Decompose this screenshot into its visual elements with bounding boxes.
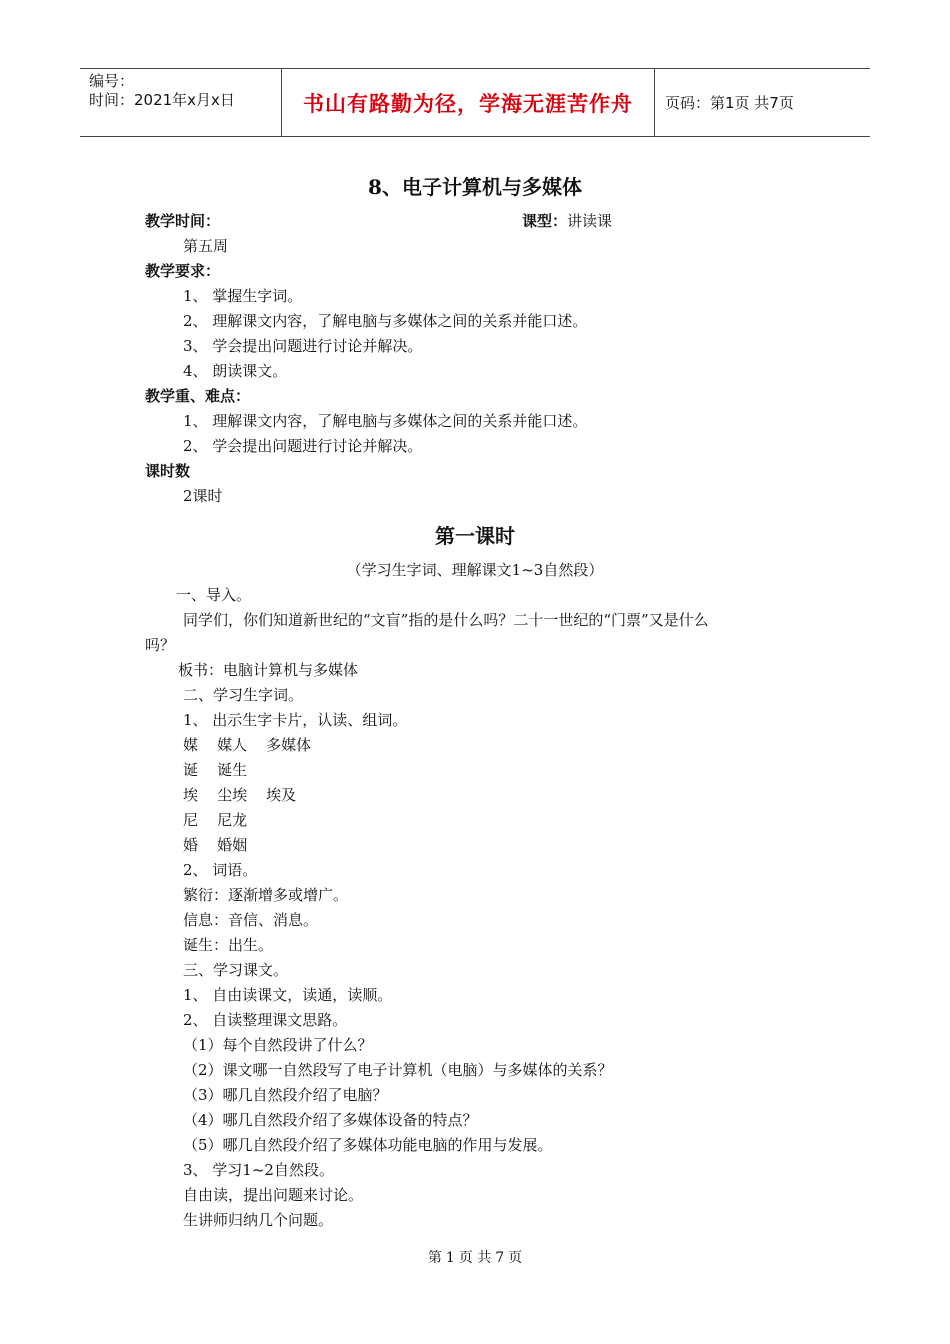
lesson-line: 婚 婚姻 bbox=[183, 836, 248, 854]
lesson-line: 自由读，提出问题来讨论。 bbox=[183, 1186, 364, 1204]
footer-suffix: 页 bbox=[508, 1250, 523, 1266]
lesson-line: （4）哪几自然段介绍了多媒体设备的特点？ bbox=[183, 1111, 478, 1129]
lesson-line: 诞 诞生 bbox=[183, 761, 248, 779]
lesson-line: （5）哪几自然段介绍了多媒体功能电脑的作用与发展。 bbox=[183, 1136, 553, 1154]
footer-prefix: 第 bbox=[427, 1250, 442, 1266]
document-title: 8、电子计算机与多媒体 bbox=[368, 175, 582, 199]
header-motto: 书山有路勤为径，学海无涯苦作舟 bbox=[282, 69, 655, 136]
requirement-item: 1、 掌握生字词。 bbox=[183, 287, 303, 305]
lesson-line: 一、导入。 bbox=[176, 586, 252, 604]
lesson-type bbox=[522, 211, 612, 231]
lesson-line: （1）每个自然段讲了什么？ bbox=[183, 1036, 373, 1054]
lesson-subtitle: （学习生字词、理解课文1~3自然段） bbox=[346, 561, 604, 579]
requirement-item: 3、 学会提出问题进行讨论并解决。 bbox=[183, 337, 423, 355]
lesson-line: 繁衍：逐渐增多或增广。 bbox=[183, 886, 349, 904]
lesson-type-value: 讲读课 bbox=[567, 212, 613, 230]
header-info-cell bbox=[80, 69, 282, 136]
lesson-line: 诞生：出生。 bbox=[183, 936, 274, 954]
lesson-line: 3、 学习1~2自然段。 bbox=[183, 1161, 334, 1179]
lesson-line: 信息：音信、消息。 bbox=[183, 911, 319, 929]
lesson-line: 三、学习课文。 bbox=[183, 961, 289, 979]
lesson-line: 2、 自读整理课文思路。 bbox=[183, 1011, 348, 1029]
lesson-line: 1、 出示生字卡片，认读、组词。 bbox=[183, 711, 408, 729]
teaching-time-value: 第五周 bbox=[183, 237, 229, 255]
lesson-line: 同学们，你们知道新世纪的“文盲”指的是什么吗？二十一世纪的“门票”又是什么 bbox=[183, 611, 709, 629]
lesson-type-label: 课型： bbox=[522, 212, 568, 230]
lesson-line: （3）哪几自然段介绍了电脑？ bbox=[183, 1086, 388, 1104]
lesson-line: 2、 词语。 bbox=[183, 861, 258, 879]
document-number-label: 编号： bbox=[89, 72, 135, 90]
footer-page-number: 1 bbox=[445, 1250, 455, 1266]
lesson-line: 生讲师归纳几个问题。 bbox=[183, 1211, 334, 1229]
footer-total-pages: 7 bbox=[495, 1250, 505, 1266]
lesson-line: 二、学习生字词。 bbox=[183, 686, 304, 704]
teaching-time-label: 教学时间： bbox=[145, 212, 221, 230]
lesson-line: 埃 尘埃 埃及 bbox=[183, 786, 297, 804]
page-header bbox=[80, 68, 870, 137]
hours-value: 2课时 bbox=[183, 487, 223, 505]
header-page-info: 页码：第1页 共7页 bbox=[665, 94, 794, 112]
lesson-line: 板书：电脑计算机与多媒体 bbox=[178, 661, 359, 679]
hours-label: 课时数 bbox=[145, 462, 191, 480]
document-time-label: 时间：2021年x月x日 bbox=[89, 91, 235, 109]
lesson-title: 第一课时 bbox=[435, 524, 515, 548]
lesson-line: 媒 媒人 多媒体 bbox=[183, 736, 312, 754]
requirement-item: 4、 朗读课文。 bbox=[183, 362, 288, 380]
lesson-line: 吗？ bbox=[145, 636, 176, 654]
requirement-item: 2、 理解课文内容，了解电脑与多媒体之间的关系并能口述。 bbox=[183, 312, 588, 330]
page-footer bbox=[0, 1247, 950, 1267]
requirements-label: 教学要求： bbox=[145, 262, 221, 280]
key-point-item: 2、 学会提出问题进行讨论并解决。 bbox=[183, 437, 423, 455]
footer-mid: 页 共 bbox=[458, 1250, 492, 1266]
key-point-item: 1、 理解课文内容，了解电脑与多媒体之间的关系并能口述。 bbox=[183, 412, 588, 430]
key-points-label: 教学重、难点： bbox=[145, 387, 251, 405]
lesson-line: 1、 自由读课文，读通，读顺。 bbox=[183, 986, 393, 1004]
lesson-line: 尼 尼龙 bbox=[183, 811, 248, 829]
lesson-line: （2）课文哪一自然段写了电子计算机（电脑）与多媒体的关系？ bbox=[183, 1061, 613, 1079]
